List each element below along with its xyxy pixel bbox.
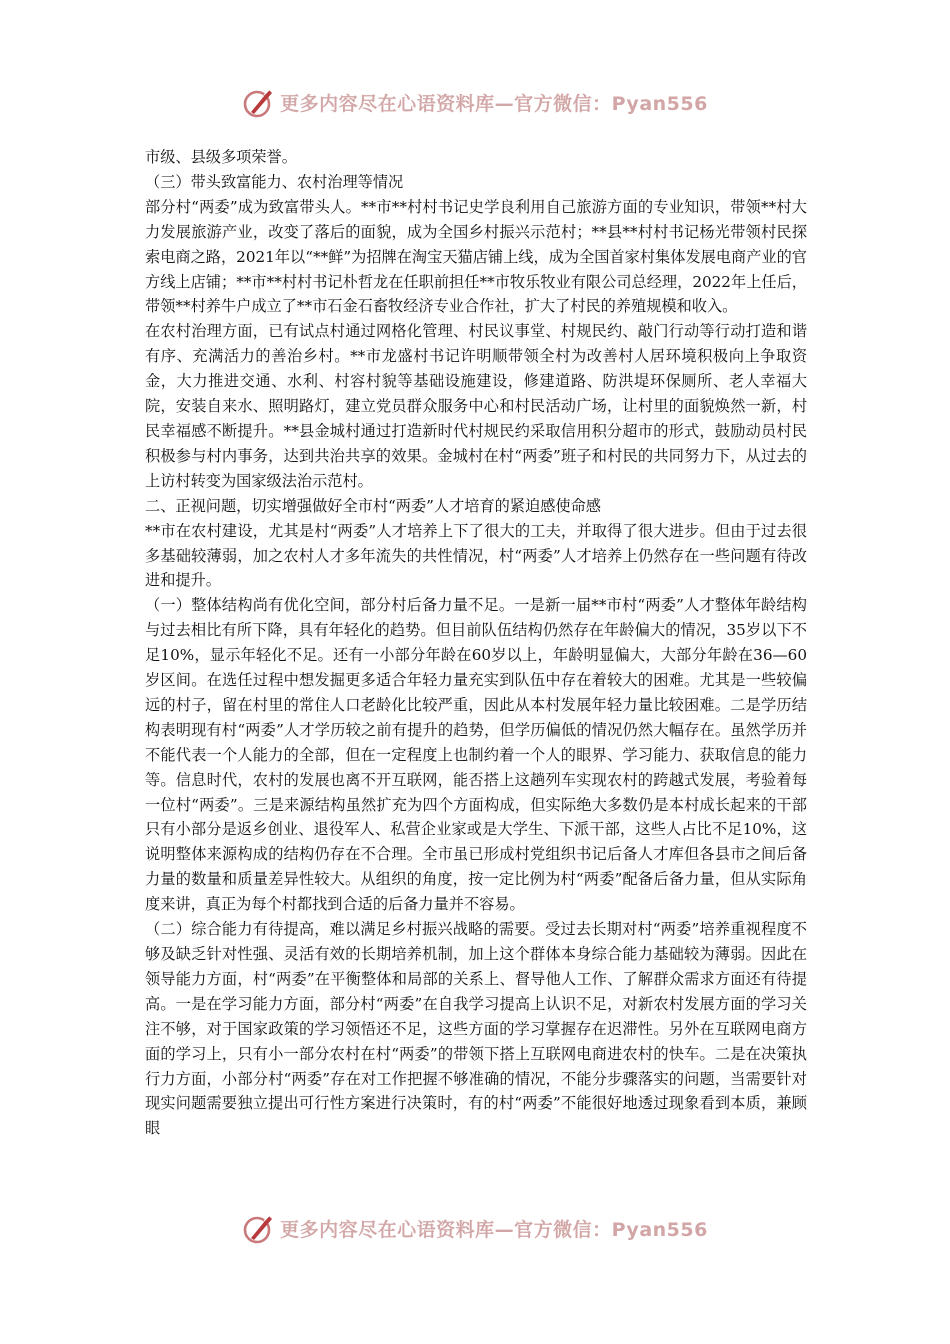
- paragraph: 部分村“两委”成为致富带头人。**市**村村书记史学良利用自己旅游方面的专业知识，带领**村大力发展旅游产业，改变了落后的面貌，成为全国乡村振兴示范村；**县**村村书记杨光带领村民探索电商之路，2021年以“**鲜”为招牌在淘宝天猫店铺上线，成为全国首家村集体发展电商产业的官方线上店铺；**市**村村书记朴哲龙在任职前担任**市牧乐牧业有限公司总经理，2022年上任后，带领**村养牛户成立了**市石金石畜牧经济专业合作社，扩大了村民的养殖规模和收入。: [145, 197, 807, 316]
- paragraph: 市级、县级多项荣誉。: [145, 148, 297, 166]
- paragraph: （一）整体结构尚有优化空间，部分村后备力量不足。一是新一届**市村“两委”人才整体年龄结构与过去相比有所下降，具有年轻化的趋势。但目前队伍结构仍然存在年龄偏大的情况，35岁以下不足10%，显示年轻化不足。还有一小部分年龄在60岁以上，年龄明显偏大，大部分年龄在36—60岁区间。在选任过程中想发掘更多适合年轻力量充实到队伍中存在着较大的困难。尤其是一些较偏远的村子，留在村里的常住人口老龄化比较严重，因此从本村发展年轻力量比较困难。二是学历结构表明现有村“两委”人才学历较之前有提升的趋势，但学历偏低的情况仍然大幅存在。虽然学历并不能代表一个人能力的全部，但在一定程度上也制约着一个人的眼界、学习能力、获取信息的能力等。信息时代，农村的发展也离不开互联网，能否搭上这趟列车实现农村的跨越式发展，考验着每一位村“两委”。三是来源结构虽然扩充为四个方面构成，但实际绝大多数仍是本村成长起来的干部只有小部分是返乡创业、退役军人、私营企业家或是大学生、下派干部，这些人占比不足10%，这说明整体来源构成的结构仍存在不合理。全市虽已形成村党组织书记后备人才库但各县市之间后备力量的数量和质量差异性较大。从组织的角度，按一定比例为村“两委”配备后备力量，但从实际角度来讲，真正为每个村都找到合适的后备力量并不容易。: [145, 596, 807, 914]
- section-heading: （三）带头致富能力、农村治理等情况: [145, 172, 404, 191]
- header-watermark-banner: [0, 82, 950, 122]
- banner-text: 更多内容尽在心语资料库—官方微信：Pyan556: [280, 92, 708, 115]
- footer-watermark-banner: [0, 1208, 950, 1248]
- section-heading: 二、正视问题，切实增强做好全市村“两委”人才培育的紧迫感使命感: [145, 496, 601, 515]
- quill-logo-icon: [242, 1211, 276, 1245]
- document-body: [145, 145, 807, 1141]
- paragraph: （二）综合能力有待提高，难以满足乡村振兴战略的需要。受过去长期对村“两委”培养重视程度不够及缺乏针对性强、灵活有效的长期培养机制，加上这个群体本身综合能力基础较为薄弱。因此在领导能力方面，村“两委”在平衡整体和局部的关系上、督导他人工作、了解群众需求方面还有待提高。一是在学习能力方面，部分村“两委”在自我学习提高上认识不足，对新农村发展方面的学习关注不够，对于国家政策的学习领悟还不足，这些方面的学习掌握存在迟滞性。另外在互联网电商方面的学习上，只有小一部分农村在村“两委”的带领下搭上互联网电商进农村的快车。二是在决策执行力方面，小部分村“两委”存在对工作把握不够准确的情况，不能分步骤落实的问题，当需要针对现实问题需要独立提出可行性方案进行决策时，有的村“两委”不能很好地透过现象看到本质，兼顾眼: [145, 920, 807, 1138]
- paragraph: 在农村治理方面，已有试点村通过网格化管理、村民议事堂、村规民约、敲门行动等行动打造和谐有序、充满活力的善治乡村。**市龙盛村书记许明顺带领全村为改善村人居环境积极向上争取资金，大力推进交通、水利、村容村貌等基础设施建设，修建道路、防洪堤环保厕所、老人幸福大院，安装自来水、照明路灯，建立党员群众服务中心和村民活动广场，让村里的面貌焕然一新，村民幸福感不断提升。**县金城村通过打造新时代村规民约采取信用积分超市的形式，鼓励动员村民积极参与村内事务，达到共治共享的效果。金城村在村“两委”班子和村民的共同努力下，从过去的上访村转变为国家级法治示范村。: [145, 322, 807, 490]
- paragraph: **市在农村建设，尤其是村“两委”人才培养上下了很大的工夫，并取得了很大进步。但由于过去很多基础较薄弱，加之农村人才多年流失的共性情况，村“两委”人才培养上仍然存在一些问题有待改进和提升。: [145, 521, 807, 590]
- banner-text: 更多内容尽在心语资料库—官方微信：Pyan556: [280, 1218, 708, 1241]
- quill-logo-icon: [242, 85, 276, 119]
